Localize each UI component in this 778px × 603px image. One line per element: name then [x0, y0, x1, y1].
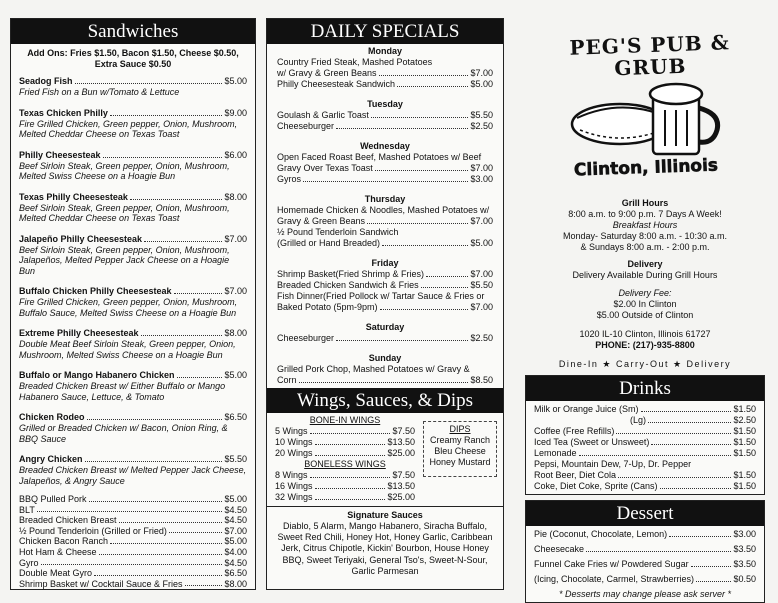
leader-dots: [618, 470, 731, 478]
special-line: Gravy Over Texas Toast: [277, 163, 373, 173]
item-name: Lemonade: [534, 448, 577, 458]
item-price: $8.00: [224, 191, 247, 202]
sauces-list: Diablo, 5 Alarm, Mango Habanero, Siracha Buffalo, Sweet Red Chili, Honey Hot, Honey Garlic, Caribbean Jerk, Citrus Chipotle, Kickin' Bourbon, House Honey BBQ, Sweet Teriyaki, General Tso's, Sweet-N-Sour, Garlic Parmesan: [277, 521, 493, 576]
item-description: Double Meat Beef Sirloin Steak, Green pepper, Onion, Mushroom, Melted Swiss Cheese on a Hoagie Bun: [19, 339, 236, 360]
price: $2.50: [470, 121, 493, 131]
special-line: Baked Potato (5pm-9pm): [277, 302, 378, 312]
special-line: Corn: [277, 375, 297, 385]
price: $7.00: [470, 302, 493, 312]
item-price: $7.00: [224, 286, 247, 296]
sandwiches-column: [10, 18, 256, 590]
item-price: $1.50: [733, 448, 756, 458]
leader-dots: [130, 192, 223, 200]
item-name: Double Meat Gyro: [19, 568, 93, 579]
wings-header: Wings, Sauces, & Dips: [267, 388, 503, 413]
special-friday: [277, 258, 493, 313]
leader-dots: [616, 426, 731, 434]
price: $8.50: [470, 375, 493, 385]
menu-row: [19, 526, 247, 537]
item-price: $13.50: [387, 481, 415, 491]
fee-title: Delivery Fee:: [618, 288, 672, 298]
item-price: $6.50: [224, 568, 247, 579]
logo-town: Clinton, Illinois: [573, 155, 719, 181]
delivery-title: Delivery: [627, 259, 663, 269]
specials-header: DAILY SPECIALS: [267, 19, 503, 44]
info-column: [525, 18, 765, 599]
leader-dots: [315, 492, 386, 500]
sandwich-item: [19, 108, 247, 140]
menu-row: [534, 415, 756, 426]
special-line: Country Fried Steak, Mashed Potatoes: [277, 57, 433, 67]
fee-line: $5.00 Outside of Clinton: [596, 310, 694, 320]
day-label: Thursday: [364, 194, 406, 204]
special-thursday: [277, 194, 493, 249]
day-label: Tuesday: [367, 99, 403, 109]
dessert-box: [525, 500, 765, 603]
menu-row: [19, 579, 247, 590]
menu-row: [275, 437, 415, 448]
item-price: $5.00: [224, 370, 247, 380]
item-price: $1.50: [733, 470, 756, 480]
item-name: Extreme Philly Cheesesteak: [19, 328, 139, 338]
item-name: Seadog Fish: [19, 76, 73, 86]
day-label: Friday: [371, 258, 399, 268]
item-price: $1.50: [733, 404, 756, 414]
specials-column: [266, 18, 504, 590]
item-description: Fire Grilled Chicken, Green pepper, Onion, Mushroom, Melted Cheddar Cheese on Texas Toast: [19, 118, 238, 139]
leader-dots: [315, 437, 386, 445]
item-name: Root Beer, Diet Cola: [534, 470, 617, 480]
price: $2.50: [470, 333, 493, 343]
leader-dots: [94, 568, 222, 576]
item-name: 8 Wings: [275, 470, 308, 480]
menu-row: [534, 481, 756, 492]
special-line: Grilled Pork Chop, Mashed Potatoes w/ Gravy &: [277, 364, 470, 374]
sandwich-list: [19, 76, 247, 486]
item-price: $6.00: [224, 149, 247, 160]
leader-dots: [641, 404, 732, 412]
item-price: $4.00: [224, 546, 247, 557]
sandwich-item: [19, 370, 247, 402]
bone-in-title: BONE-IN WINGS: [309, 415, 381, 425]
dips-title: DIPS: [449, 424, 471, 434]
leader-dots: [103, 150, 223, 158]
item-name: Cheesecake: [534, 544, 585, 554]
item-description: Breaded Chicken Breast w/ Melted Pepper Jack Cheese, Jalapeños, & Angry Sauce: [19, 465, 247, 486]
item-name: 5 Wings: [275, 426, 308, 436]
sandwich-item: [19, 150, 247, 182]
leader-dots: [110, 108, 223, 116]
item-name: Shrimp Basket w/ Cocktail Sauce & Fries: [19, 578, 183, 589]
item-price: $13.50: [387, 437, 415, 447]
menu-row: [534, 459, 756, 470]
sandwich-item: [19, 76, 247, 98]
leader-dots: [691, 559, 732, 567]
leader-dots: [89, 494, 223, 502]
menu-row: [534, 544, 756, 555]
menu-row: [19, 150, 247, 161]
boneless-title: BONELESS WINGS: [304, 459, 386, 469]
item-description: Breaded Chicken Breast w/ Either Buffalo or Mango Habanero Sauce, Lettuce, & Tomato: [19, 381, 226, 402]
item-name: Chicken Bacon Ranch: [19, 536, 109, 547]
logo-title: PEG'S PUB & GRUB: [569, 30, 731, 81]
item-price: $4.50: [224, 504, 247, 515]
addons-note: Add Ons: Fries $1.50, Bacon $1.50, Cheese $0.50, Extra Sauce $0.50: [27, 48, 239, 69]
dessert-note: * Desserts may change please ask server *: [558, 589, 732, 599]
day-label: Monday: [367, 46, 402, 56]
item-name: Iced Tea (Sweet or Unsweet): [534, 437, 650, 447]
price: $5.50: [470, 110, 493, 120]
leader-dots: [141, 328, 223, 336]
item-price: $6.50: [224, 412, 247, 422]
menu-row: [19, 547, 247, 558]
item-price: $8.00: [224, 328, 247, 338]
leader-dots: [174, 286, 223, 294]
menu-row: [534, 437, 756, 448]
leader-dots: [85, 454, 223, 462]
item-description: Beef Sirloin Steak, Green pepper, Onion, Mushroom, Melted Cheddar Cheese on Texas Toast: [19, 202, 230, 223]
breakfast-line: Monday- Saturday 8:00 a.m. - 10:30 a.m.: [562, 231, 728, 241]
menu-row: [19, 454, 247, 465]
item-price: $5.00: [224, 536, 247, 547]
item-price: $0.50: [733, 574, 756, 584]
leader-dots: [87, 412, 223, 420]
dip-item: Bleu Cheese: [434, 446, 486, 456]
special-line: Gravy & Green Beans: [277, 216, 366, 226]
menu-row: [534, 559, 756, 570]
item-name: Breaded Chicken Breast: [19, 515, 117, 526]
menu-row: [534, 448, 756, 459]
special-saturday: [277, 322, 493, 344]
item-price: $3.50: [733, 559, 756, 569]
leader-dots: [669, 529, 731, 537]
delivery-line: Delivery Available During Grill Hours: [572, 270, 718, 280]
item-name: Pie (Coconut, Chocolate, Lemon): [534, 529, 668, 539]
item-price: $4.50: [224, 557, 247, 568]
sandwich-item: [19, 454, 247, 486]
menu-row: [19, 108, 247, 119]
menu-row: [19, 412, 247, 423]
menu-row: [19, 558, 247, 569]
special-line: Gyros: [277, 174, 302, 184]
beer-mug-handle: [699, 108, 718, 142]
leader-dots: [75, 76, 223, 84]
leader-dots: [651, 437, 731, 445]
item-price: $7.00: [224, 525, 247, 536]
services-line: Dine-In ★ Carry-Out ★ Delivery: [558, 359, 732, 369]
item-name: Funnel Cake Fries w/ Powdered Sugar: [534, 559, 689, 569]
leader-dots: [169, 526, 223, 534]
item-name: Jalapeño Philly Cheesesteak: [19, 233, 143, 244]
price: $7.00: [470, 216, 493, 226]
item-description: Grilled or Breaded Chicken w/ Bacon, Onion Ring, & BBQ Sauce: [19, 423, 228, 444]
leader-dots: [119, 515, 223, 523]
fee-line: $2.00 In Clinton: [613, 299, 677, 309]
breakfast-title: Breakfast Hours: [612, 220, 678, 230]
leader-dots: [41, 558, 223, 566]
leader-dots: [648, 415, 731, 423]
address: 1020 IL-10 Clinton, Illinois 61727: [579, 329, 711, 339]
item-price: $25.00: [387, 448, 415, 458]
menu-row: [534, 574, 756, 585]
special-line: Breaded Chicken Sandwich & Fries: [277, 280, 419, 290]
price: $5.50: [470, 280, 493, 290]
leader-dots: [586, 544, 731, 552]
item-name: Hot Ham & Cheese: [19, 546, 97, 557]
item-name: 32 Wings: [275, 492, 313, 502]
dessert-header: Dessert: [526, 501, 764, 526]
item-name: Coffee (Free Refills): [534, 426, 615, 436]
menu-row: [19, 494, 247, 505]
price: $3.00: [470, 174, 493, 184]
price: $5.00: [470, 79, 493, 89]
sauces-box: [267, 506, 503, 577]
special-wednesday: [277, 141, 493, 185]
hours-info: [525, 198, 765, 370]
menu-row: [275, 481, 415, 492]
item-name: Chicken Rodeo: [19, 412, 85, 422]
leader-dots: [660, 481, 732, 489]
item-name: BBQ Pulled Pork: [19, 494, 87, 504]
item-name: (Icing, Chocolate, Carmel, Strawberries): [534, 574, 695, 584]
menu-row: [275, 426, 415, 437]
price: $7.00: [470, 269, 493, 279]
leader-dots: [177, 370, 223, 378]
menu-row: [19, 568, 247, 579]
day-label: Wednesday: [360, 141, 410, 151]
phone: PHONE: (217)-935-8800: [595, 340, 695, 350]
sandwich-item: [19, 192, 247, 224]
menu-row: [534, 529, 756, 540]
item-name: (Lg): [630, 415, 647, 425]
item-price: $1.50: [733, 426, 756, 436]
leader-dots: [315, 481, 386, 489]
menu-row: [19, 234, 247, 245]
menu-row: [534, 470, 756, 481]
drinks-box: [525, 375, 765, 495]
item-price: $25.00: [387, 492, 415, 502]
dip-item: Creamy Ranch: [429, 435, 491, 445]
menu-row: [275, 448, 415, 459]
item-name: Texas Chicken Philly: [19, 107, 108, 118]
item-price: $8.00: [224, 578, 247, 589]
sandwich-item: [19, 234, 247, 277]
wings-list: [275, 415, 415, 503]
drinks-header: Drinks: [526, 376, 764, 401]
item-price: $1.50: [733, 437, 756, 447]
special-monday: [277, 46, 493, 90]
item-name: Philly Cheesesteak: [19, 149, 101, 160]
breakfast-line: & Sundays 8:00 a.m. - 2:00 p.m.: [580, 242, 710, 252]
grill-line: 8:00 a.m. to 9:00 p.m. 7 Days A Week!: [568, 209, 722, 219]
sandwich-item: [19, 328, 247, 360]
item-name: Gyro: [19, 557, 39, 568]
price: $5.00: [470, 238, 493, 248]
item-description: Beef Sirloin Steak, Green pepper, Onion, Mushroom, Jalapeños, Melted Pepper Jack Cheese on a Hoagie Bun: [19, 244, 230, 276]
menu-row: [19, 515, 247, 526]
menu-row: [275, 492, 415, 503]
leader-dots: [144, 234, 222, 242]
item-name: Texas Philly Cheesesteak: [19, 191, 128, 202]
item-price: $5.00: [224, 76, 247, 86]
price: $7.00: [470, 68, 493, 78]
special-sunday: [277, 353, 493, 386]
day-label: Sunday: [368, 353, 402, 363]
leader-dots: [310, 470, 391, 478]
item-price: $3.00: [733, 529, 756, 539]
special-line: Cheeseburger: [277, 333, 335, 343]
leader-dots: [110, 536, 222, 544]
beer-foam: [650, 84, 702, 104]
menu-row: [534, 404, 756, 415]
menu-row: [19, 505, 247, 516]
sauces-title: Signature Sauces: [347, 510, 423, 520]
item-price: $7.00: [224, 233, 247, 244]
special-tuesday: [277, 99, 493, 132]
item-description: Fried Fish on a Bun w/Tomato & Lettuce: [19, 87, 180, 97]
logo-area: [525, 18, 765, 194]
day-label: Saturday: [365, 322, 405, 332]
item-price: $4.50: [224, 515, 247, 526]
item-price: $3.50: [733, 544, 756, 554]
leader-dots: [315, 448, 386, 456]
menu-row: [19, 536, 247, 547]
item-price: $2.50: [733, 415, 756, 425]
leader-dots: [579, 448, 732, 456]
special-line: Goulash & Garlic Toast: [277, 110, 369, 120]
menu-row: [19, 192, 247, 203]
special-line: Philly Cheesesteak Sandwich: [277, 79, 396, 89]
dip-item: Honey Mustard: [429, 457, 491, 467]
menu-row: [275, 470, 415, 481]
item-price: $1.50: [733, 481, 756, 491]
price: $7.00: [470, 163, 493, 173]
item-price: $7.50: [392, 470, 415, 480]
special-line: Cheeseburger: [277, 121, 335, 131]
special-line: Homemade Chicken & Noodles, Mashed Potatoes w/: [277, 205, 490, 215]
grill-title: Grill Hours: [621, 198, 669, 208]
simple-sandwich-list: [19, 494, 247, 589]
item-name: ½ Pound Tenderloin (Grilled or Fried): [19, 525, 167, 536]
item-price: $7.50: [392, 426, 415, 436]
leader-dots: [99, 547, 223, 555]
item-name: Pepsi, Mountain Dew, 7-Up, Dr. Pepper: [534, 459, 692, 469]
leader-dots: [696, 574, 731, 582]
item-name: Milk or Orange Juice (Sm): [534, 404, 639, 414]
item-name: 20 Wings: [275, 448, 313, 458]
item-name: Angry Chicken: [19, 454, 83, 464]
sandwich-item: [19, 286, 247, 318]
special-line: ½ Pound Tenderloin Sandwich: [277, 227, 399, 237]
item-name: 16 Wings: [275, 481, 313, 491]
leader-dots: [310, 426, 391, 434]
special-line: Shrimp Basket(Fried Shrimp & Fries): [277, 269, 425, 279]
item-name: Buffalo or Mango Habanero Chicken: [19, 370, 175, 380]
item-description: Fire Grilled Chicken, Green pepper, Onion, Mushroom, Buffalo Sauce, Melted Swiss Cheese on a Hoagie Bun: [19, 297, 238, 318]
sandwiches-header: Sandwiches: [11, 19, 255, 44]
menu-row: [19, 328, 247, 339]
special-line: Open Faced Roast Beef, Mashed Potatoes w/ Beef: [277, 152, 482, 162]
item-price: $9.00: [224, 107, 247, 118]
dips-box: [423, 421, 497, 477]
item-name: 10 Wings: [275, 437, 313, 447]
item-name: Coke, Diet Coke, Sprite (Cans): [534, 481, 658, 491]
menu-row: [19, 286, 247, 297]
menu-row: [19, 370, 247, 381]
leader-dots: [37, 505, 223, 513]
item-price: $5.00: [224, 494, 247, 504]
menu-row: [534, 426, 756, 437]
menu-row: [19, 76, 247, 87]
item-name: Buffalo Chicken Philly Cheesesteak: [19, 286, 172, 296]
item-description: Beef Sirloin Steak, Green pepper, Onion, Mushroom, Melted Swiss Cheese on a Hoagie Bun: [19, 160, 230, 181]
special-line: w/ Gravy & Green Beans: [277, 68, 377, 78]
special-line: Fish Dinner(Fried Pollock w/ Tartar Sauce & Fries or: [277, 291, 485, 301]
sandwich-item: [19, 412, 247, 444]
special-line: (Grilled or Hand Breaded): [277, 238, 381, 248]
item-price: $5.50: [224, 454, 247, 464]
item-name: BLT: [19, 504, 35, 515]
leader-dots: [693, 459, 754, 467]
leader-dots: [185, 579, 223, 587]
